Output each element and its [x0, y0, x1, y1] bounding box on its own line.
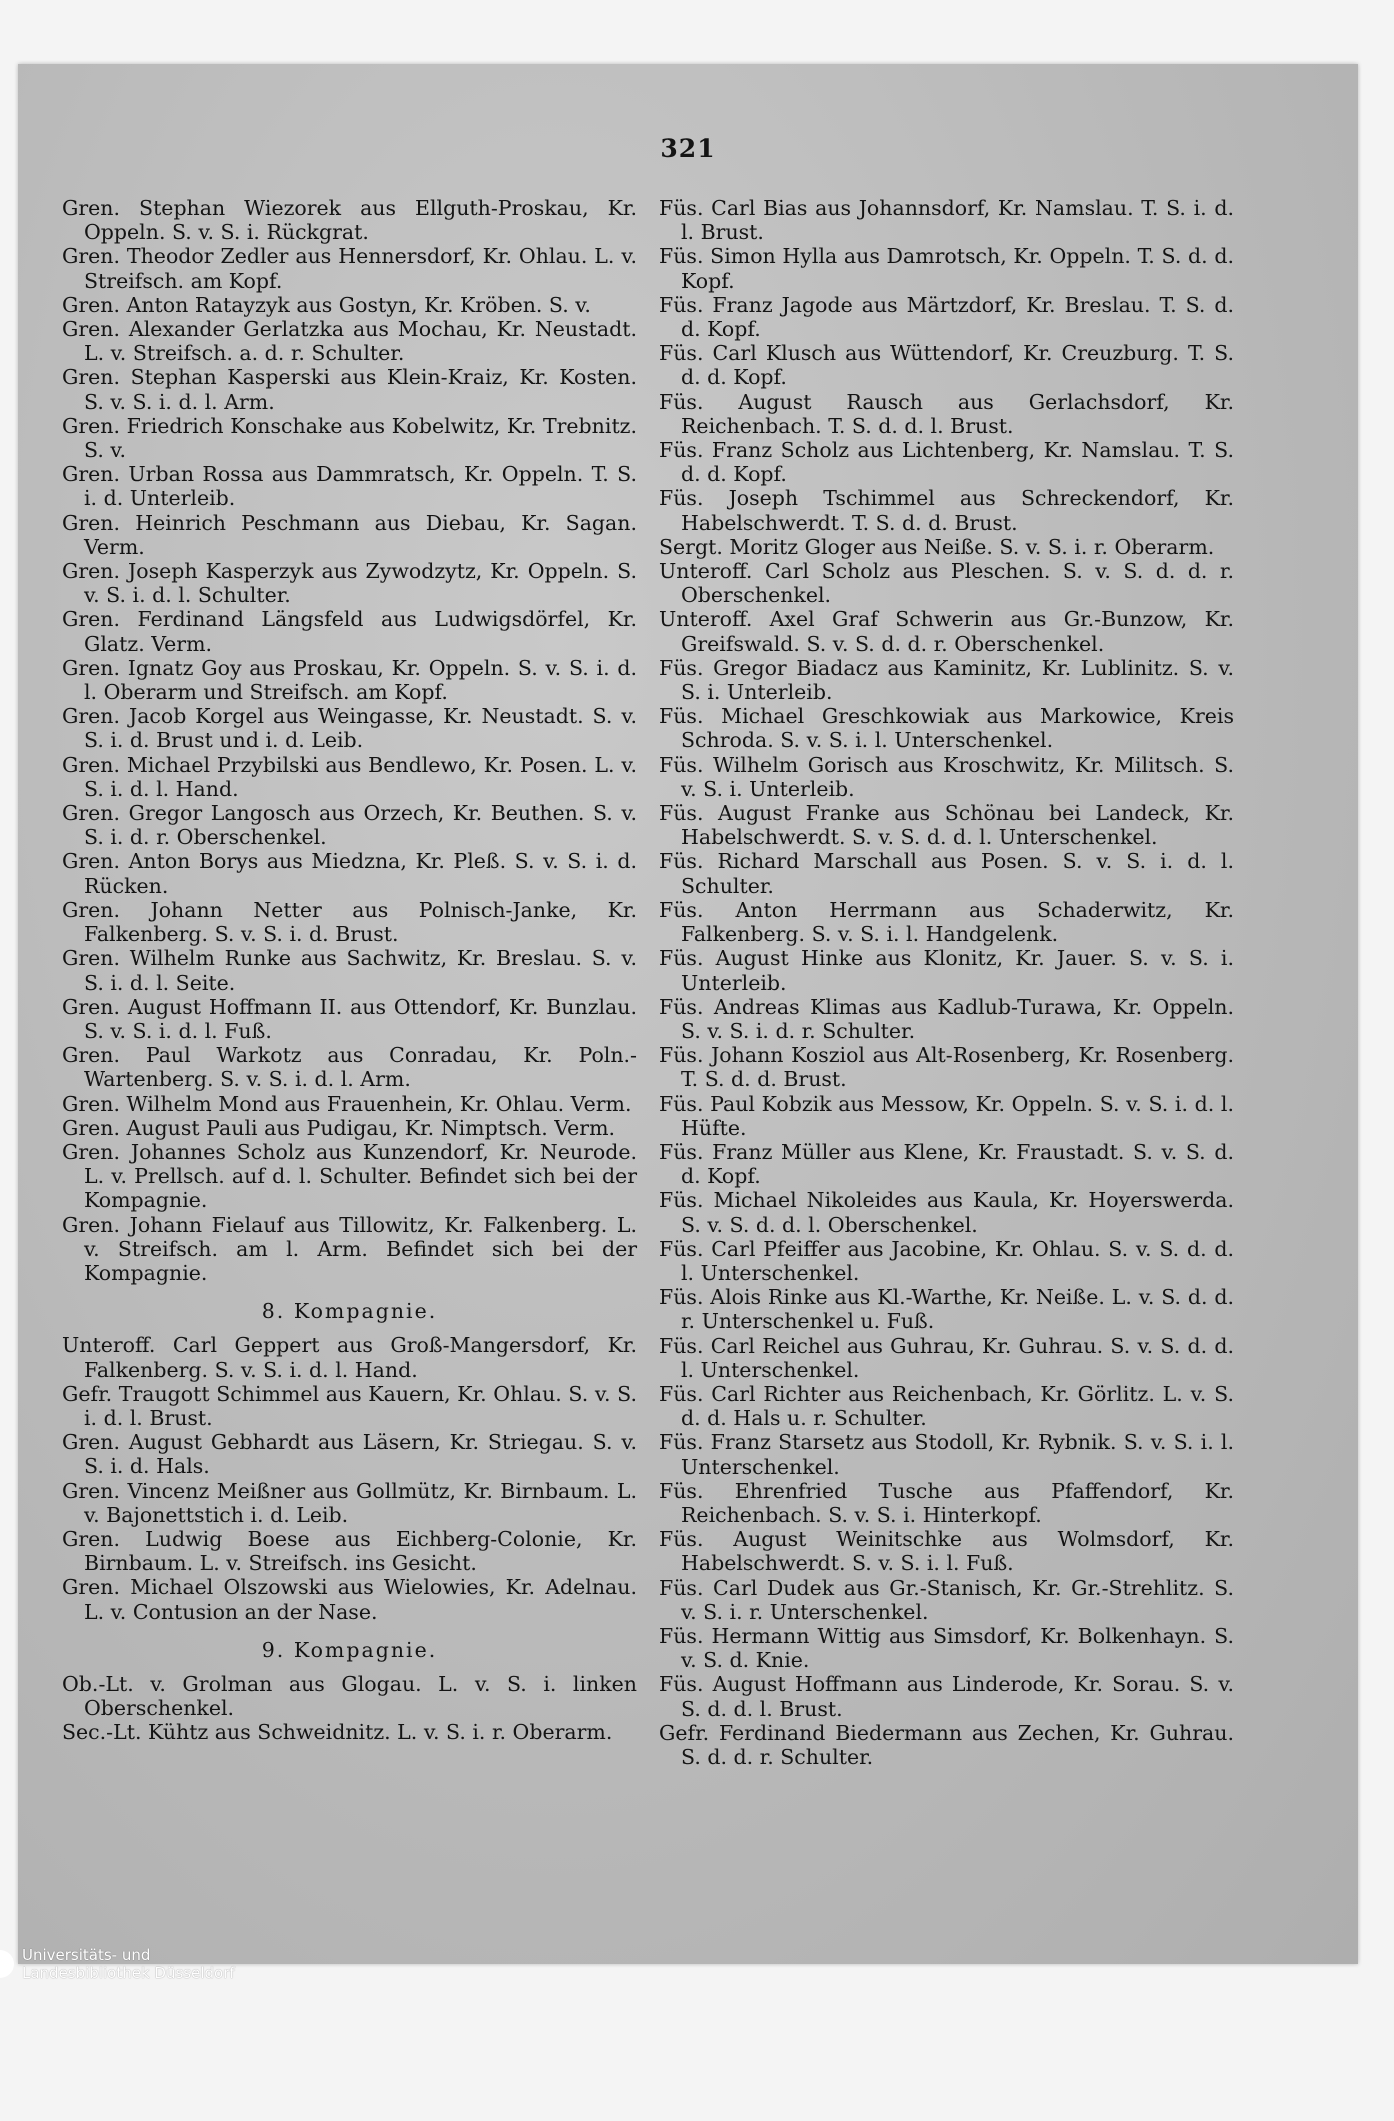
- list-entry: Gren. Alexander Gerlatzka aus Mochau, Kr. Neustadt. L. v. Streifsch. a. d. r. Schulter.: [62, 317, 637, 366]
- list-entry: Füs. Andreas Klimas aus Kadlub-Turawa, Kr. Oppeln. S. v. S. i. d. r. Schulter.: [659, 994, 1234, 1043]
- left-entries-group-a: [62, 196, 637, 1285]
- list-entry: Füs. Carl Richter aus Reichenbach, Kr. Görlitz. L. v. S. d. d. Hals u. r. Schulter.: [659, 1381, 1234, 1431]
- list-entry: Sergt. Moritz Gloger aus Neiße. S. v. S. i. r. Oberarm.: [659, 534, 1215, 559]
- list-entry: Gefr. Traugott Schimmel aus Kauern, Kr. Ohlau. S. v. S. i. d. l. Brust.: [62, 1381, 637, 1430]
- list-entry: Füs. Carl Pfeiffer aus Jacobine, Kr. Ohlau. S. v. S. d. d. l. Unterschenkel.: [659, 1236, 1234, 1285]
- list-entry: Gren. Anton Borys aus Miedzna, Kr. Pleß. S. v. S. i. d. Rücken.: [62, 849, 637, 898]
- list-entry: Füs. August Hoffmann aus Linderode, Kr. Sorau. S. v. S. d. d. l. Brust.: [659, 1672, 1234, 1721]
- list-entry: Füs. Anton Herrmann aus Schaderwitz, Kr. Falkenberg. S. v. S. i. l. Handgelenk.: [659, 897, 1234, 947]
- list-entry: Füs. Gregor Biadacz aus Kaminitz, Kr. Lublinitz. S. v. S. i. Unterleib.: [659, 655, 1234, 705]
- list-entry: Füs. Michael Greschkowiak aus Markowice, Kreis Schroda. S. v. S. i. l. Unterschenkel.: [659, 704, 1234, 753]
- list-entry: Gren. Johann Fielauf aus Tillowitz, Kr. Falkenberg. L. v. Streifsch. am l. Arm. Befindet sich bei der Kompagnie.: [62, 1212, 637, 1285]
- section-heading-8-kompagnie: 8. Kompagnie.: [261, 1299, 438, 1324]
- list-entry: Füs. August Weinitschke aus Wolmsdorf, Kr. Habelschwerdt. S. v. S. i. l. Fuß.: [659, 1527, 1234, 1576]
- section-heading-9-kompagnie: 9. Kompagnie.: [261, 1637, 438, 1662]
- list-entry: Gren. Ignatz Goy aus Proskau, Kr. Oppeln. S. v. S. i. d. l. Oberarm und Streifsch. am Kopf.: [62, 655, 637, 705]
- right-column: [659, 196, 1234, 1769]
- list-entry: Gren. Ludwig Boese aus Eichberg-Colonie, Kr. Birnbaum. L. v. Streifsch. ins Gesicht.: [62, 1526, 637, 1576]
- list-entry: Gren. Michael Przybilski aus Bendlewo, Kr. Posen. L. v. S. i. d. l. Hand.: [62, 752, 637, 801]
- scanned-page: [18, 64, 1358, 1964]
- list-entry: Füs. Carl Bias aus Johannsdorf, Kr. Namslau. T. S. i. d. l. Brust.: [659, 196, 1234, 245]
- right-entries-group: [659, 196, 1234, 1769]
- list-entry: Gren. Anton Ratayzyk aus Gostyn, Kr. Kröben. S. v.: [62, 292, 591, 317]
- list-entry: Gren. Wilhelm Runke aus Sachwitz, Kr. Breslau. S. v. S. i. d. l. Seite.: [62, 946, 637, 995]
- list-entry: Gren. Theodor Zedler aus Hennersdorf, Kr. Ohlau. L. v. Streifsch. am Kopf.: [62, 244, 637, 293]
- left-entries-group-b: [62, 1333, 637, 1623]
- list-entry: Gren. Urban Rossa aus Dammratsch, Kr. Oppeln. T. S. i. d. Unterleib.: [62, 462, 637, 511]
- watermark-line-2: Landesbibliothek Düsseldorf: [22, 1964, 235, 1982]
- list-entry: Sec.-Lt. Kühtz aus Schweidnitz. L. v. S. i. r. Oberarm.: [62, 1720, 613, 1745]
- list-entry: Gren. Heinrich Peschmann aus Diebau, Kr. Sagan. Verm.: [62, 510, 637, 559]
- list-entry: Ob.-Lt. v. Grolman aus Glogau. L. v. S. i. linken Oberschenkel.: [62, 1671, 637, 1721]
- list-entry: Gren. Vincenz Meißner aus Gollmütz, Kr. Birnbaum. L. v. Bajonettstich i. d. Leib.: [62, 1478, 637, 1527]
- list-entry: Unteroff. Axel Graf Schwerin aus Gr.-Bunzow, Kr. Greifswald. S. v. S. d. d. r. Oberschenkel.: [659, 607, 1234, 656]
- list-entry: Füs. August Hinke aus Klonitz, Kr. Jauer. S. v. S. i. Unterleib.: [659, 946, 1234, 995]
- list-entry: Füs. Richard Marschall aus Posen. S. v. S. i. d. l. Schulter.: [659, 849, 1234, 898]
- library-watermark: [0, 1942, 260, 1992]
- list-entry: Füs. Joseph Tschimmel aus Schreckendorf, Kr. Habelschwerdt. T. S. d. d. Brust.: [659, 486, 1234, 535]
- list-entry: Unteroff. Carl Scholz aus Pleschen. S. v. S. d. d. r. Oberschenkel.: [659, 559, 1234, 608]
- list-entry: Füs. Carl Dudek aus Gr.-Stanisch, Kr. Gr.-Strehlitz. S. v. S. i. r. Unterschenkel.: [659, 1575, 1234, 1624]
- list-entry: Gren. Stephan Wiezorek aus Ellguth-Proskau, Kr. Oppeln. S. v. S. i. Rückgrat.: [62, 196, 637, 245]
- list-entry: Füs. Carl Reichel aus Guhrau, Kr. Guhrau. S. v. S. d. d. l. Unterschenkel.: [659, 1333, 1234, 1382]
- list-entry: Gren. August Hoffmann II. aus Ottendorf, Kr. Bunzlau. S. v. S. i. d. l. Fuß.: [62, 994, 637, 1043]
- page-number: 321: [660, 134, 716, 163]
- list-entry: Gren. Gregor Langosch aus Orzech, Kr. Beuthen. S. v. S. i. d. r. Oberschenkel.: [62, 801, 637, 850]
- list-entry: Gren. Friedrich Konschake aus Kobelwitz, Kr. Trebnitz. S. v.: [62, 413, 637, 463]
- list-entry: Füs. August Franke aus Schönau bei Landeck, Kr. Habelschwerdt. S. v. S. d. d. l. Unterschenkel.: [659, 801, 1234, 850]
- list-entry: Gren. Johann Netter aus Polnisch-Janke, Kr. Falkenberg. S. v. S. i. d. Brust.: [62, 897, 637, 947]
- list-entry: Füs. Simon Hylla aus Damrotsch, Kr. Oppeln. T. S. d. d. Kopf.: [659, 244, 1234, 293]
- list-entry: Gren. August Pauli aus Pudigau, Kr. Nimptsch. Verm.: [62, 1115, 616, 1140]
- list-entry: Gren. Paul Warkotz aus Conradau, Kr. Poln.-Wartenberg. S. v. S. i. d. l. Arm.: [62, 1043, 637, 1092]
- left-entries-group-c: [62, 1672, 637, 1745]
- list-entry: Füs. Alois Rinke aus Kl.-Warthe, Kr. Neiße. L. v. S. d. d. r. Unterschenkel u. Fuß.: [659, 1285, 1234, 1334]
- list-entry: Füs. Hermann Wittig aus Simsdorf, Kr. Bolkenhayn. S. v. S. d. Knie.: [659, 1623, 1234, 1673]
- list-entry: Gren. Wilhelm Mond aus Frauenhein, Kr. Ohlau. Verm.: [62, 1091, 632, 1116]
- list-entry: Füs. Carl Klusch aus Wüttendorf, Kr. Creuzburg. T. S. d. d. Kopf.: [659, 341, 1234, 390]
- list-entry: Füs. Ehrenfried Tusche aus Pfaffendorf, Kr. Reichenbach. S. v. S. i. Hinterkopf.: [659, 1478, 1234, 1527]
- list-entry: Füs. Paul Kobzik aus Messow, Kr. Oppeln. S. v. S. i. d. l. Hüfte.: [659, 1091, 1234, 1140]
- list-entry: Füs. Johann Kosziol aus Alt-Rosenberg, Kr. Rosenberg. T. S. d. d. Brust.: [659, 1043, 1234, 1092]
- library-logo-icon: [0, 1950, 14, 1978]
- list-entry: Füs. Michael Nikoleides aus Kaula, Kr. Hoyerswerda. S. v. S. d. d. l. Oberschenkel.: [659, 1188, 1234, 1237]
- list-entry: Gren. August Gebhardt aus Läsern, Kr. Striegau. S. v. S. i. d. Hals.: [62, 1430, 637, 1479]
- list-entry: Füs. Franz Jagode aus Märtzdorf, Kr. Breslau. T. S. d. d. Kopf.: [659, 292, 1234, 342]
- list-entry: Gren. Stephan Kasperski aus Klein-Kraiz, Kr. Kosten. S. v. S. i. d. l. Arm.: [62, 365, 637, 414]
- list-entry: Gren. Johannes Scholz aus Kunzendorf, Kr. Neurode. L. v. Prellsch. auf d. l. Schulter. Befindet sich bei der Kompagnie.: [62, 1139, 637, 1213]
- list-entry: Füs. Franz Starsetz aus Stodoll, Kr. Rybnik. S. v. S. i. l. Unterschenkel.: [659, 1430, 1234, 1479]
- list-entry: Gren. Joseph Kasperzyk aus Zywodzytz, Kr. Oppeln. S. v. S. i. d. l. Schulter.: [62, 559, 637, 608]
- list-entry: Füs. Franz Scholz aus Lichtenberg, Kr. Namslau. T. S. d. d. Kopf.: [659, 438, 1234, 487]
- list-entry: Gren. Michael Olszowski aus Wielowies, Kr. Adelnau. L. v. Contusion an der Nase.: [62, 1575, 637, 1624]
- list-entry: Gefr. Ferdinand Biedermann aus Zechen, Kr. Guhrau. S. d. d. r. Schulter.: [659, 1720, 1234, 1769]
- list-entry: Gren. Ferdinand Längsfeld aus Ludwigsdörfel, Kr. Glatz. Verm.: [62, 607, 637, 656]
- list-entry: Füs. Wilhelm Gorisch aus Kroschwitz, Kr. Militsch. S. v. S. i. Unterleib.: [659, 752, 1234, 801]
- list-entry: Füs. August Rausch aus Gerlachsdorf, Kr. Reichenbach. T. S. d. d. l. Brust.: [659, 389, 1234, 438]
- list-entry: Unteroff. Carl Geppert aus Groß-Mangersdorf, Kr. Falkenberg. S. v. S. i. d. l. Hand.: [62, 1333, 637, 1382]
- watermark-line-1: Universitäts- und: [22, 1946, 151, 1964]
- list-entry: Füs. Franz Müller aus Klene, Kr. Fraustadt. S. v. S. d. d. Kopf.: [659, 1139, 1234, 1189]
- list-entry: Gren. Jacob Korgel aus Weingasse, Kr. Neustadt. S. v. S. i. d. Brust und i. d. Leib.: [62, 704, 637, 753]
- left-column: [62, 196, 637, 1745]
